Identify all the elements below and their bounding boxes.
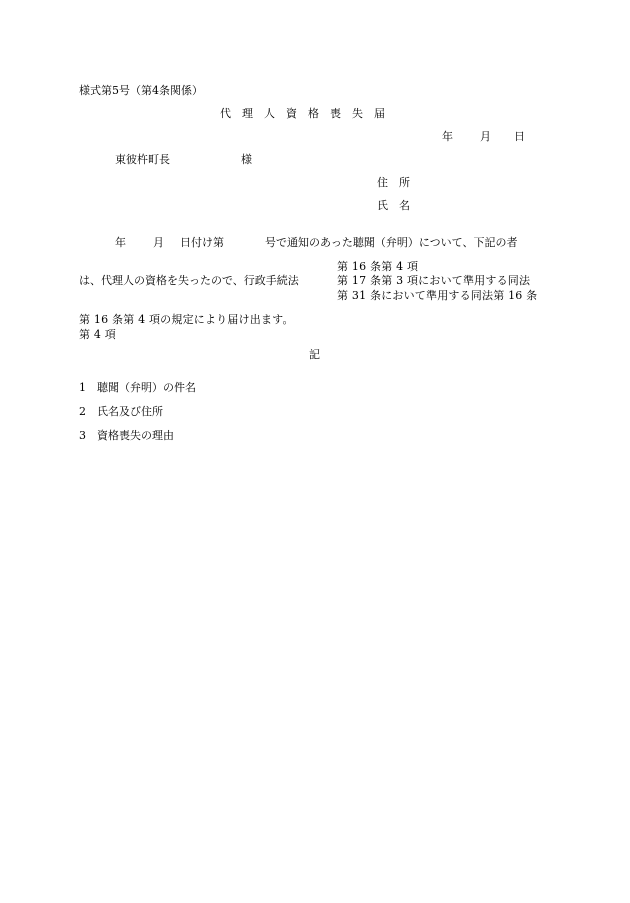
item-label: 資格喪失の理由 bbox=[97, 429, 174, 442]
item-label: 聴聞（弁明）の件名 bbox=[97, 381, 196, 394]
addressee-name: 東彼杵町長 bbox=[115, 153, 170, 166]
item-label: 氏名及び住所 bbox=[97, 405, 163, 418]
document-title: 代 理 人 資 格 喪 失 届 bbox=[220, 107, 385, 120]
form-number: 様式第5号（第4条関係） bbox=[79, 84, 203, 97]
date-day: 日 bbox=[514, 130, 525, 143]
body-day-dated: 日付け第 bbox=[180, 236, 224, 249]
addressee-honorific: 様 bbox=[241, 153, 252, 166]
body-lead: は、代理人の資格を失ったので、行政手続法 bbox=[79, 274, 299, 287]
body-closing: 第 16 条第 4 項の規定により届け出ます。 bbox=[79, 313, 294, 326]
option-tail: 第 4 項 bbox=[79, 328, 116, 341]
option-3: 第 31 条において準用する同法第 16 条 bbox=[337, 289, 538, 302]
name-label: 氏 名 bbox=[377, 199, 410, 212]
item-number: 2 bbox=[79, 405, 86, 418]
body-number-line: 号で通知のあった聴聞（弁明）について、下記の者 bbox=[265, 236, 518, 249]
body-year: 年 bbox=[115, 236, 126, 249]
address-label: 住 所 bbox=[377, 176, 410, 189]
date-year: 年 bbox=[442, 130, 453, 143]
item-number: 1 bbox=[79, 381, 86, 394]
item-number: 3 bbox=[79, 429, 86, 442]
date-month: 月 bbox=[480, 130, 491, 143]
option-1: 第 16 条第 4 項 bbox=[337, 260, 419, 273]
note-heading: 記 bbox=[309, 348, 320, 361]
option-2: 第 17 条第 3 項において準用する同法 bbox=[337, 274, 531, 287]
body-month: 月 bbox=[153, 236, 164, 249]
